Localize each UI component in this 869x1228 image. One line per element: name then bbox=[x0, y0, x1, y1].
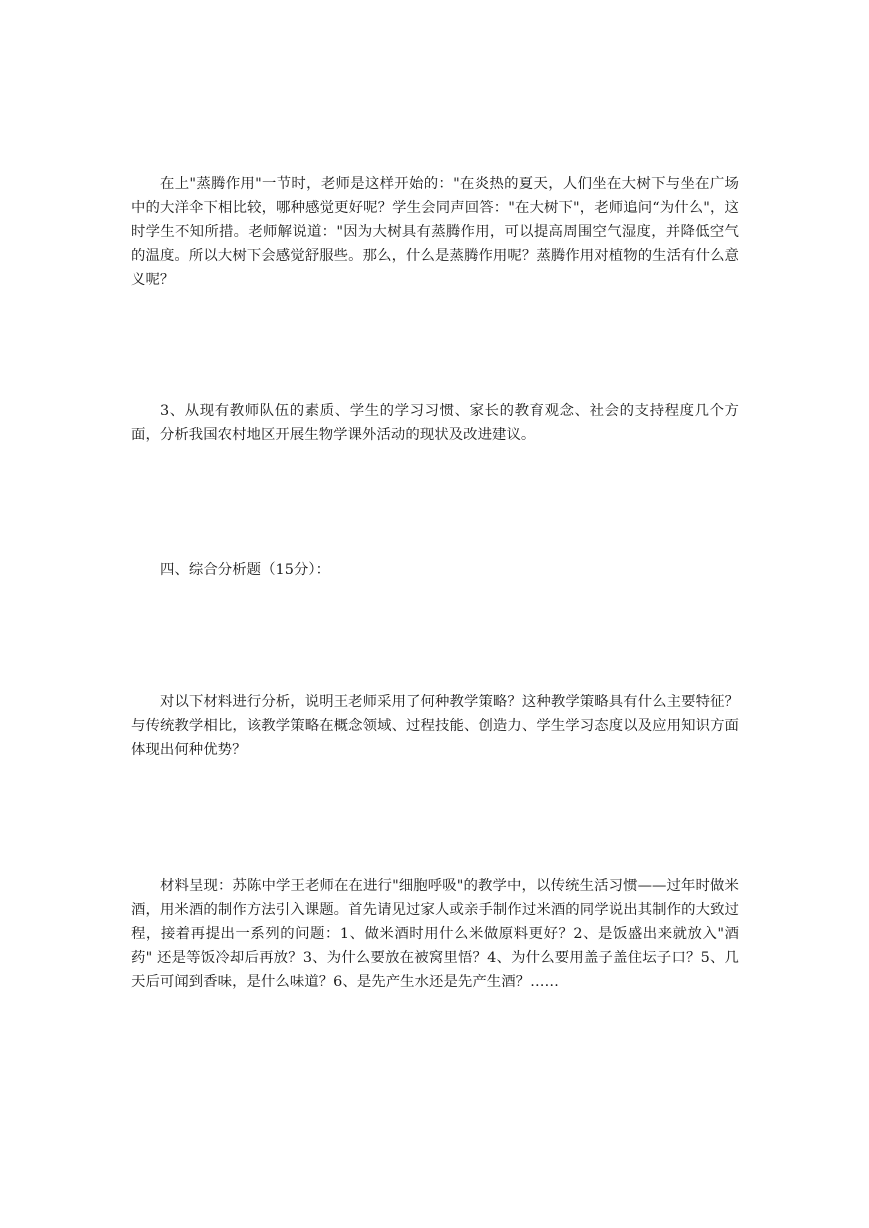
paragraph-question-3: 3、从现有教师队伍的素质、学生的学习习惯、家长的教育观念、社会的支持程度几个方面，分析我国农村地区开展生物学课外活动的现状及改进建议。 bbox=[131, 403, 739, 443]
paragraph-analysis-instructions: 对以下材料进行分析，说明王老师采用了何种教学策略？这种教学策略具有什么主要特征？与传统教学相比，该教学策略在概念领域、过程技能、创造力、学生学习态度以及应用知识方面体现出何种优势？ bbox=[131, 694, 739, 758]
section-heading-comprehensive-analysis: 四、综合分析题（15分）： bbox=[160, 562, 331, 578]
paragraph-transpiration-example: 在上"蒸腾作用"一节时，老师是这样开始的："在炎热的夏天，人们坐在大树下与坐在广场中的大洋伞下相比较，哪种感觉更好呢？学生会同声回答："在大树下"，老师追问“为什么"，这时学生不知所措。老师解说道："因为大树具有蒸腾作用，可以提高周围空气湿度，并降低空气的温度。所以大树下会感觉舒服些。那么，什么是蒸腾作用呢？蒸腾作用对植物的生活有什么意义呢？ bbox=[131, 176, 739, 288]
paragraph-material-presentation: 材料呈现：苏陈中学王老师在在进行"细胞呼吸"的教学中，以传统生活习惯——过年时做米酒，用米酒的制作方法引入课题。首先请见过家人或亲手制作过米酒的同学说出其制作的大致过程，接着再提出一系列的问题：1、做米酒时用什么米做原料更好？2、是饭盛出来就放入"酒药" 还是等饭冷却后再放？3、为什么要放在被窝里悟？4、为什么要用盖子盖住坛子口？5、几天后可闻到香味，是什么味道？6、是先产生水还是先产生酒？…… bbox=[131, 878, 739, 990]
